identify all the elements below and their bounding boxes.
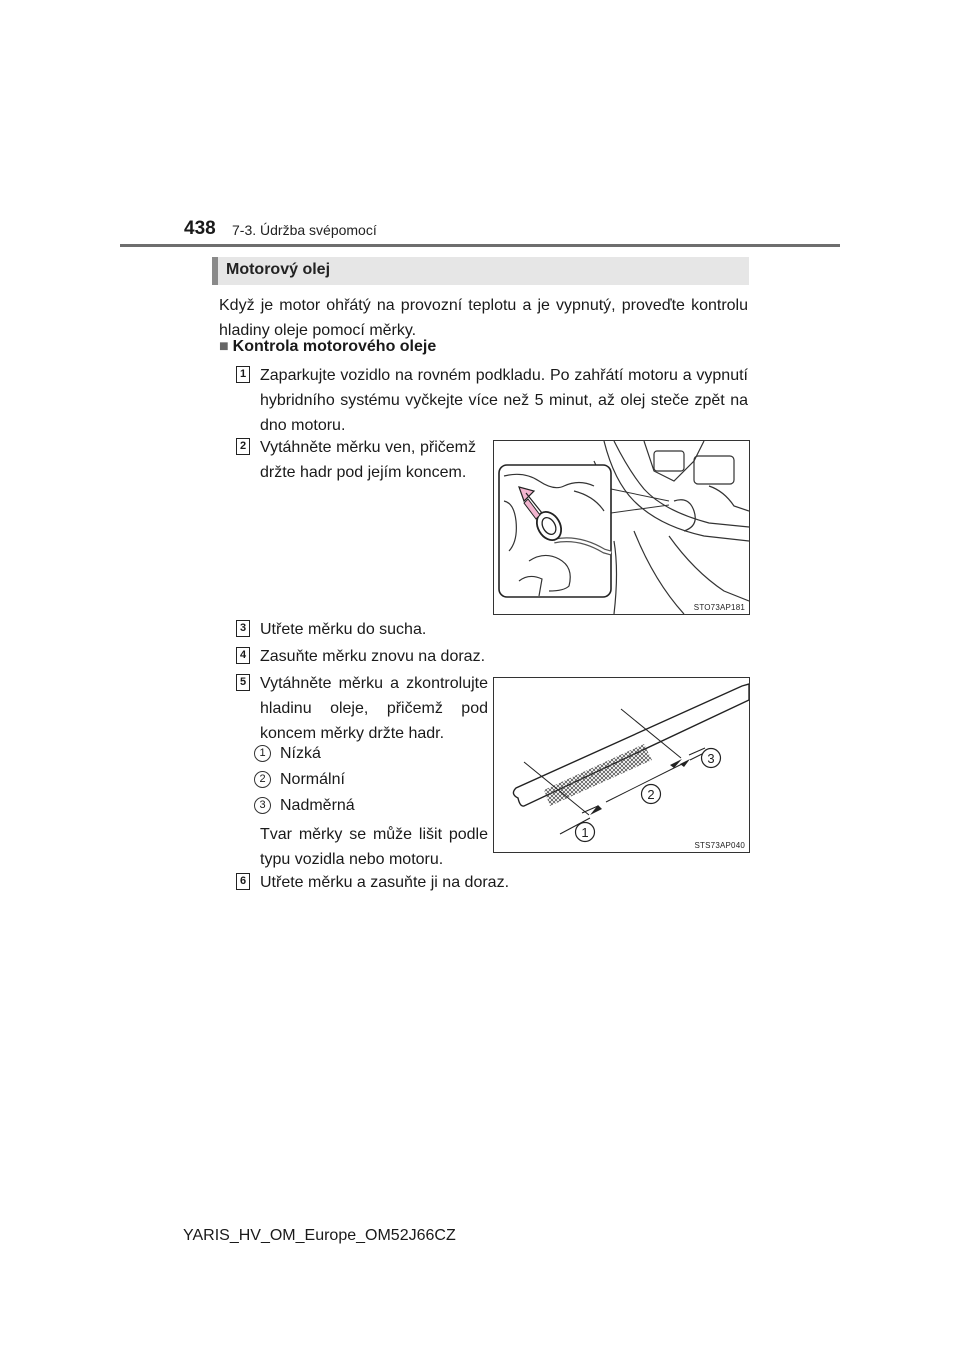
square-bullet-icon: ■ <box>219 338 229 355</box>
level-label-normal: Normální <box>280 771 345 788</box>
section-title: 7-3. Údržba svépomocí <box>232 222 377 238</box>
step-number-6: 6 <box>236 873 250 890</box>
section-heading-bar <box>212 257 749 285</box>
step-text-6: Utřete měrku a zasuňte ji na doraz. <box>260 874 510 891</box>
level-marker-3: 3 <box>254 797 271 814</box>
callout-3: 3 <box>707 751 715 766</box>
section-heading: Motorový olej <box>226 261 331 278</box>
engine-dipstick-figure <box>493 440 750 615</box>
step-number-3: 3 <box>236 620 250 637</box>
dipstick-illustration <box>494 678 749 852</box>
heading-accent <box>212 257 218 285</box>
step-number-1: 1 <box>236 366 250 383</box>
step-text-2: Vytáhněte měrku ven, přičemž držte hadr pod jejím koncem. <box>260 439 476 481</box>
subheading <box>219 338 436 356</box>
step-number-5: 5 <box>236 674 250 691</box>
page-number: 438 <box>184 218 216 239</box>
callout-2: 2 <box>647 787 655 802</box>
engine-figure-label: STO73AP181 <box>693 603 745 612</box>
dipstick-level-figure <box>493 677 750 853</box>
step-text-4: Zasuňte měrku znovu na doraz. <box>260 648 486 665</box>
step-number-4: 4 <box>236 647 250 664</box>
level-label-low: Nízká <box>280 745 321 762</box>
dipstick-figure-label: STS73AP040 <box>694 841 745 850</box>
step-text-5: Vytáhněte měrku a zkontrolujte hladinu oleje, přičemž pod koncem měrky držte hadr. <box>260 675 488 742</box>
subheading-text: Kontrola motorového oleje <box>232 338 437 355</box>
intro-paragraph: Když je motor ohřátý na provozní teplotu a je vypnutý, proveďte kontrolu hladiny oleje pomocí měrky. <box>219 297 748 339</box>
step-text-3: Utřete měrku do sucha. <box>260 621 427 638</box>
engine-illustration <box>494 441 749 614</box>
level-marker-2: 2 <box>254 771 271 788</box>
document-footer: YARIS_HV_OM_Europe_OM52J66CZ <box>183 1227 456 1244</box>
dipstick-note: Tvar měrky se může lišit podle typu vozidla nebo motoru. <box>260 826 488 868</box>
callout-1: 1 <box>581 825 589 840</box>
level-label-excessive: Nadměrná <box>280 797 355 814</box>
header-divider <box>120 244 840 247</box>
step-number-2: 2 <box>236 438 250 455</box>
step-text-1: Zaparkujte vozidlo na rovném podkladu. Po zahřátí motoru a vypnutí hybridního systému vyčkejte více než 5 minut, až olej steče zpět na dno motoru. <box>260 367 748 434</box>
level-marker-1: 1 <box>254 745 271 762</box>
